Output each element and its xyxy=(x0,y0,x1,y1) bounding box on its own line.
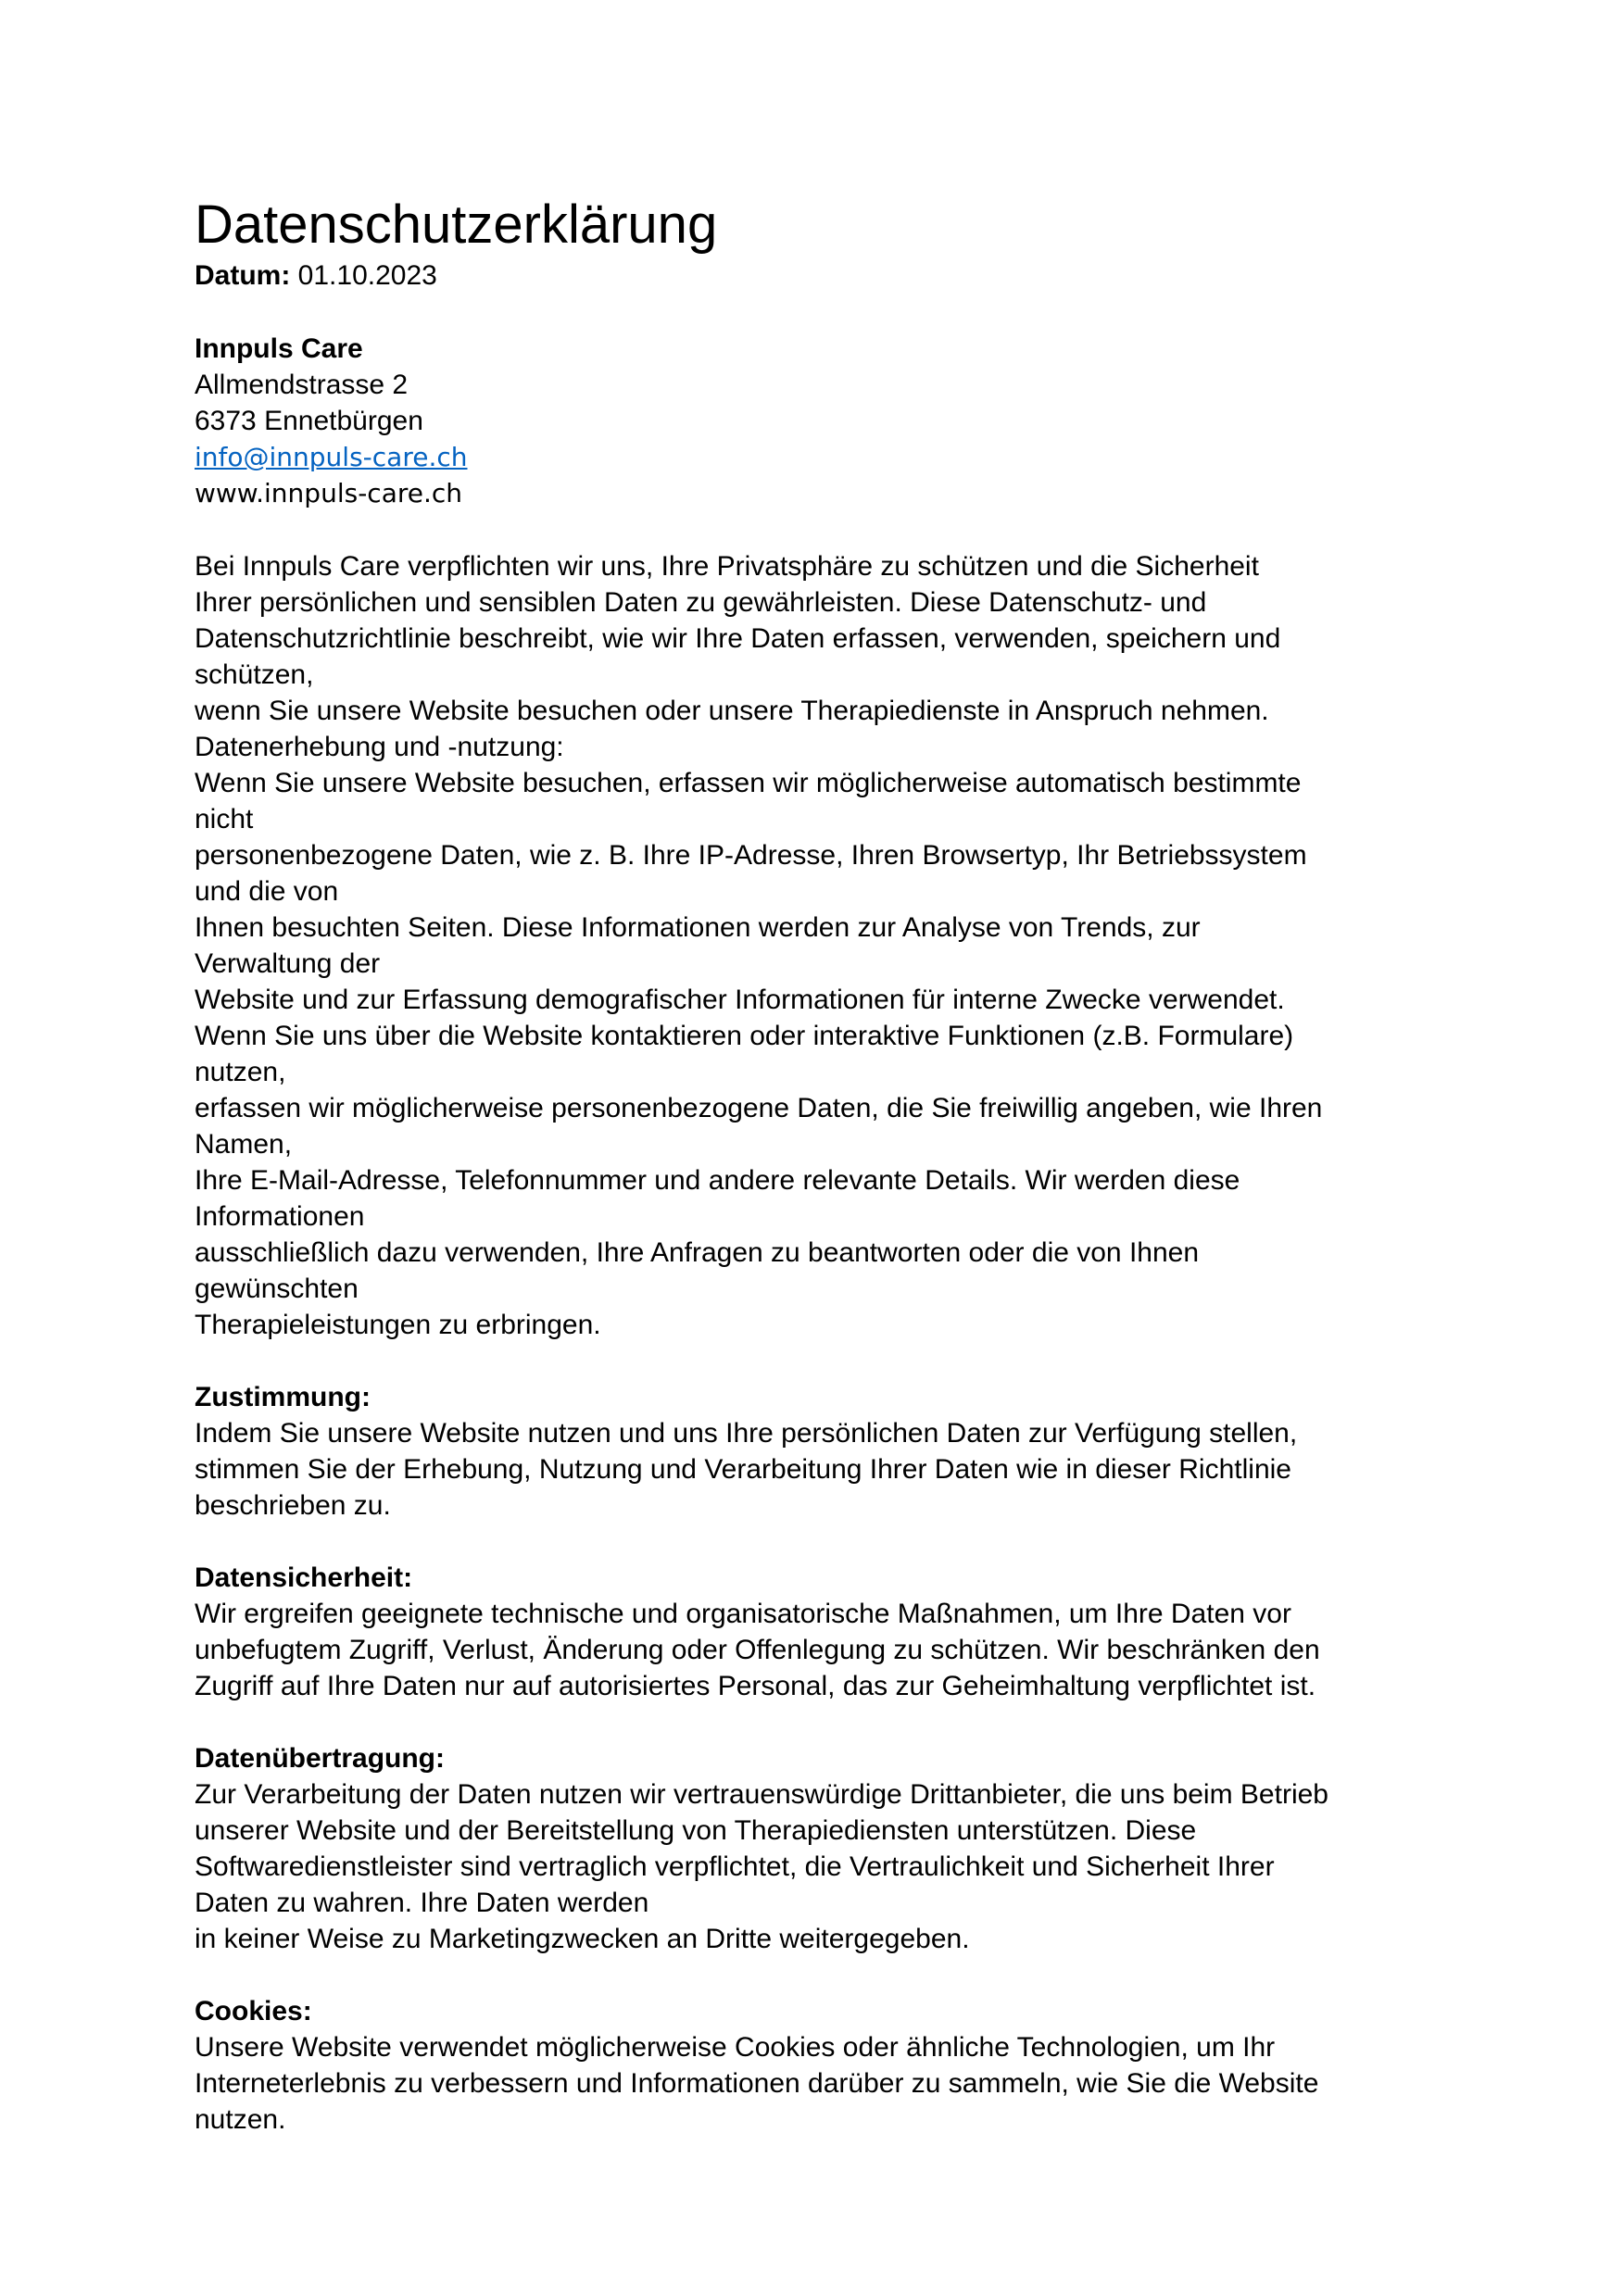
section-line: unbefugtem Zugriff, Verlust, Änderung oder Offenlegung zu schützen. Wir beschränken den xyxy=(195,1635,1320,1665)
intro-line: nicht xyxy=(195,804,254,834)
intro-line: nutzen, xyxy=(195,1057,286,1087)
section-line: Softwaredienstleister sind vertraglich verpflichtet, die Vertraulichkeit und Sicherheit Ihrer xyxy=(195,1851,1275,1882)
section-heading: Datenübertragung: xyxy=(195,1743,445,1774)
intro-line: gewünschten xyxy=(195,1273,359,1304)
section-heading: Cookies: xyxy=(195,1996,312,2026)
intro-line: Wenn Sie unsere Website besuchen, erfassen wir möglicherweise automatisch bestimmte xyxy=(195,768,1302,798)
date-value: 01.10.2023 xyxy=(290,260,437,291)
company-city: 6373 Ennetbürgen xyxy=(195,406,423,436)
section-line: nutzen. xyxy=(195,2104,286,2135)
section-line: stimmen Sie der Erhebung, Nutzung und Verarbeitung Ihrer Daten wie in dieser Richtlinie xyxy=(195,1454,1291,1485)
intro-line: Namen, xyxy=(195,1129,293,1160)
intro-line: personenbezogene Daten, wie z. B. Ihre IP-Adresse, Ihren Browsertyp, Ihr Betriebssystem xyxy=(195,840,1307,871)
section-line: Zugriff auf Ihre Daten nur auf autorisiertes Personal, das zur Geheimhaltung verpflichtet ist. xyxy=(195,1671,1316,1701)
section-data-transfer xyxy=(195,1740,1492,1957)
intro-line: und die von xyxy=(195,876,339,907)
section-line: unserer Website und der Bereitstellung von Therapiediensten unterstützen. Diese xyxy=(195,1815,1197,1846)
intro-line: Website und zur Erfassung demografischer Informationen für interne Zwecke verwendet. xyxy=(195,985,1285,1015)
company-street: Allmendstrasse 2 xyxy=(195,370,409,400)
intro-line: wenn Sie unsere Website besuchen oder unsere Therapiedienste in Anspruch nehmen. xyxy=(195,696,1269,726)
section-heading: Zustimmung: xyxy=(195,1382,371,1412)
intro-line: ausschließlich dazu verwenden, Ihre Anfragen zu beantworten oder die von Ihnen xyxy=(195,1237,1200,1268)
intro-line: Datenerhebung und -nutzung: xyxy=(195,732,564,762)
section-line: Wir ergreifen geeignete technische und organisatorische Maßnahmen, um Ihre Daten vor xyxy=(195,1599,1291,1629)
section-cookies xyxy=(195,1993,1492,2138)
section-line: in keiner Weise zu Marketingzwecken an Dritte weitergegeben. xyxy=(195,1924,970,1954)
section-line: Zur Verarbeitung der Daten nutzen wir vertrauenswürdige Drittanbieter, die uns beim Betrieb xyxy=(195,1779,1328,1810)
intro-line: erfassen wir möglicherweise personenbezogene Daten, die Sie freiwillig angeben, wie Ihren xyxy=(195,1093,1323,1123)
section-line: Unsere Website verwendet möglicherweise Cookies oder ähnliche Technologien, um Ihr xyxy=(195,2032,1276,2063)
section-heading: Datensicherheit: xyxy=(195,1562,413,1593)
intro-line: Verwaltung der xyxy=(195,948,381,979)
intro-line: Datenschutzrichtlinie beschreibt, wie wir Ihre Daten erfassen, verwenden, speichern und xyxy=(195,623,1281,654)
company-email-link[interactable]: info@innpuls-care.ch xyxy=(195,442,468,472)
date-label: Datum: xyxy=(195,260,291,291)
section-line: beschrieben zu. xyxy=(195,1490,391,1521)
section-consent xyxy=(195,1379,1492,1524)
intro-line: Informationen xyxy=(195,1201,365,1232)
section-line: Daten zu wahren. Ihre Daten werden xyxy=(195,1888,649,1918)
intro-text xyxy=(195,548,1492,1343)
document-date xyxy=(195,257,1492,294)
section-line: Indem Sie unsere Website nutzen und uns Ihre persönlichen Daten zur Verfügung stellen, xyxy=(195,1418,1298,1449)
intro-line: Bei Innpuls Care verpflichten wir uns, Ihre Privatsphäre zu schützen und die Sicherheit xyxy=(195,551,1259,582)
company-website: www.innpuls-care.ch xyxy=(195,478,463,508)
company-address xyxy=(195,331,1492,511)
section-data-security xyxy=(195,1560,1492,1704)
intro-line: schützen, xyxy=(195,659,314,690)
document-page xyxy=(195,193,1492,2138)
intro-line: Therapieleistungen zu erbringen. xyxy=(195,1310,601,1340)
page-title: Datenschutzerklärung xyxy=(195,194,718,255)
company-name: Innpuls Care xyxy=(195,333,363,364)
intro-line: Ihnen besuchten Seiten. Diese Informationen werden zur Analyse von Trends, zur xyxy=(195,912,1201,943)
intro-line: Ihrer persönlichen und sensiblen Daten zu gewährleisten. Diese Datenschutz- und xyxy=(195,587,1207,618)
section-line: Interneterlebnis zu verbessern und Informationen darüber zu sammeln, wie Sie die Website xyxy=(195,2068,1319,2099)
intro-line: Ihre E-Mail-Adresse, Telefonnummer und andere relevante Details. Wir werden diese xyxy=(195,1165,1240,1196)
intro-line: Wenn Sie uns über die Website kontaktieren oder interaktive Funktionen (z.B. Formulare) xyxy=(195,1021,1294,1051)
